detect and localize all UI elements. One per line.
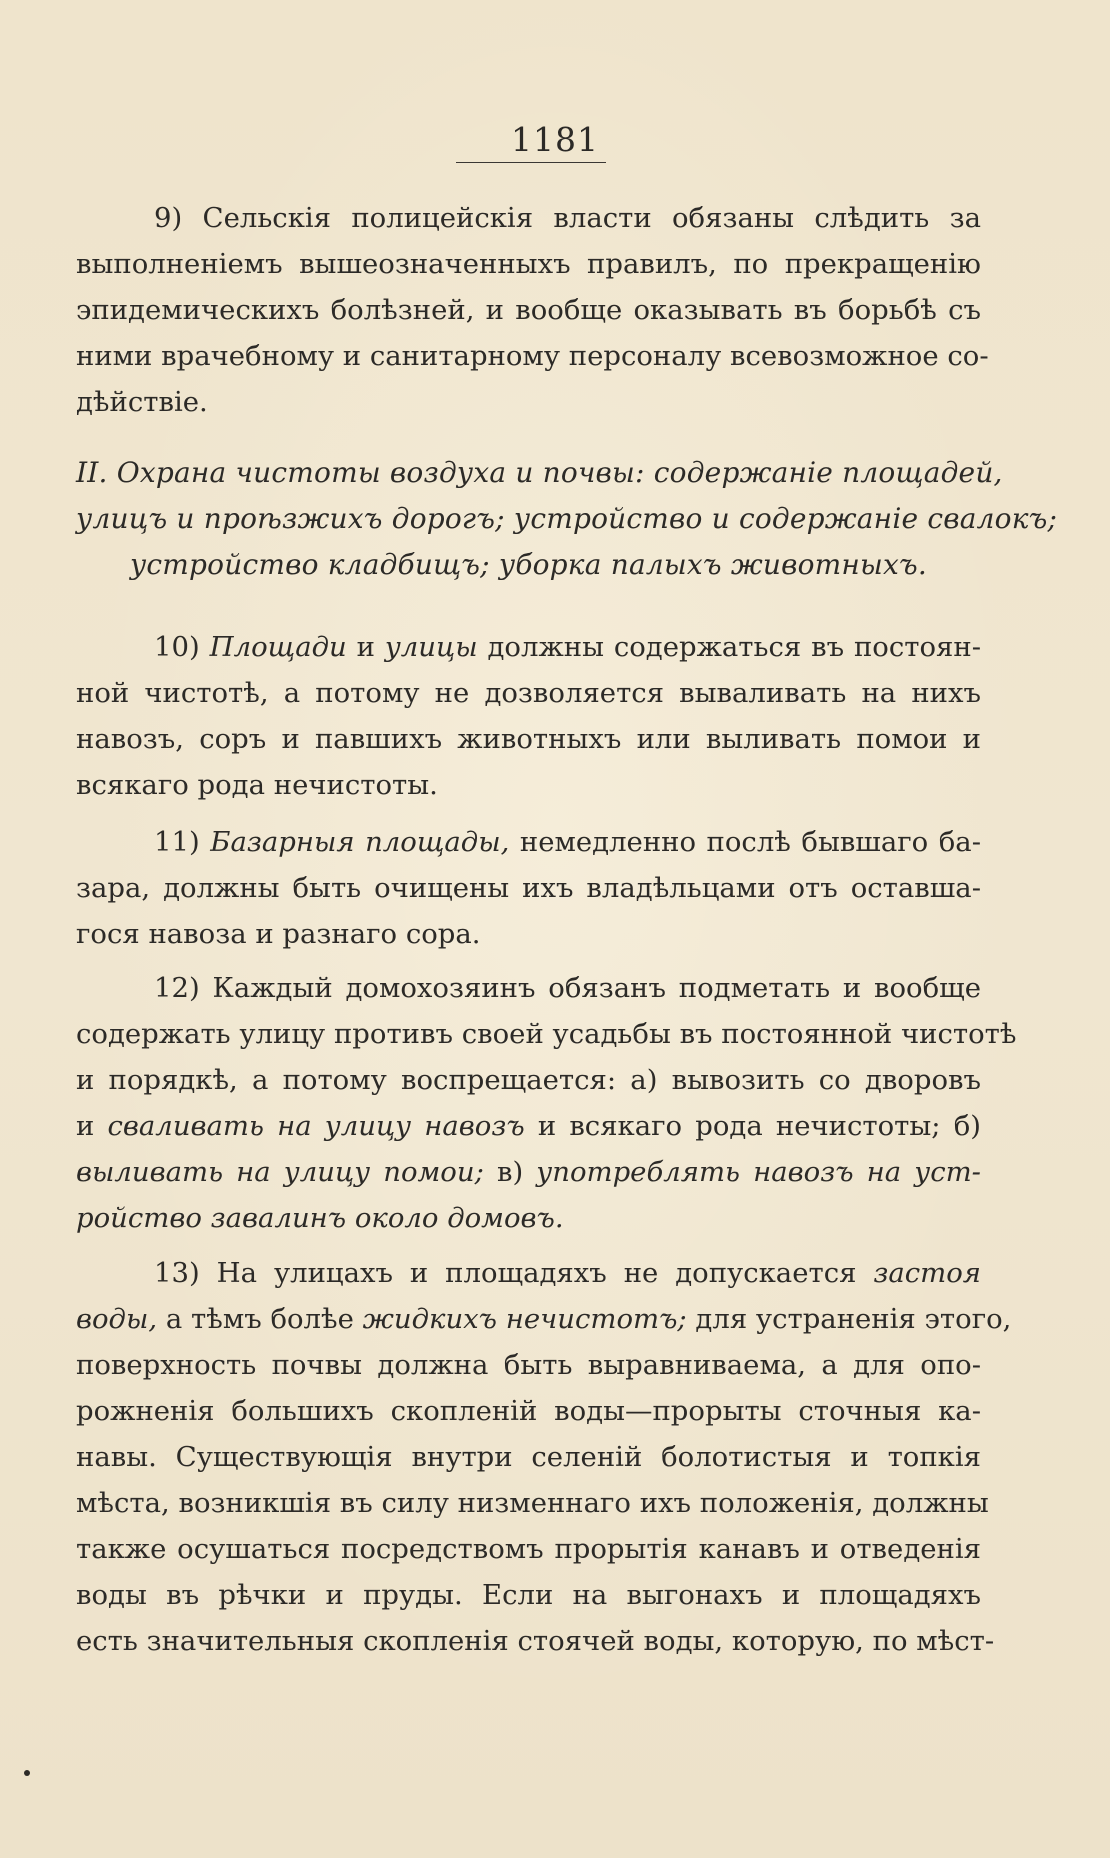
heading-line: II. Охрана чистоты воздуха и почвы: содержаніе площадей, [76, 456, 1003, 489]
heading-line: устройство кладбищъ; уборка палыхъ животныхъ. [129, 548, 928, 581]
paragraph-line [76, 1250, 981, 1296]
paragraph-line: ной чистотѣ, а потому не дозволяется вываливать на нихъ [76, 677, 981, 709]
paragraph-line: дѣйствіе. [76, 386, 208, 418]
paragraph-line: эпидемическихъ болѣзней, и вообще оказывать въ борьбѣ съ [76, 294, 981, 326]
paragraph-line: 9) Сельскія полицейскія власти обязаны слѣдить за [154, 202, 981, 234]
paragraph-line: поверхность почвы должна быть выравниваема, а для опо- [76, 1349, 981, 1381]
paragraph-line [76, 1296, 1012, 1342]
paragraph-number: 10) [154, 631, 200, 663]
paragraph-line: ними врачебному и санитарному персоналу всевозможное со- [76, 340, 989, 372]
paragraph-line: навозъ, соръ и павшихъ животныхъ или выливать помои и [76, 723, 981, 755]
paragraph-line: воды въ рѣчки и пруды. Если на выгонахъ и площадяхъ [76, 1579, 981, 1611]
text-run: а тѣмъ болѣе [157, 1303, 363, 1335]
page-number: 1181 [511, 120, 599, 159]
heading-line: улицъ и проѣзжихъ дорогъ; устройство и содержаніе свалокъ; [76, 502, 1058, 535]
paragraph-line [76, 1103, 981, 1149]
paragraph-line: мѣста, возникшія въ силу низменнаго ихъ положенія, должны [76, 1487, 989, 1519]
paragraph-12 [76, 965, 1017, 1241]
paragraph-line: содержать улицу противъ своей усадьбы въ постоянной чистотѣ [76, 1018, 1017, 1050]
paragraph-line: выполненіемъ вышеозначенныхъ правилъ, по прекращенію [76, 248, 981, 280]
text-run: немедленно послѣ бывшаго ба- [509, 826, 981, 858]
paragraph-line: 12) Каждый домохозяинъ обязанъ подметать и вообще [154, 972, 981, 1004]
paragraph-9 [76, 195, 989, 425]
paragraph-line: рожненія большихъ скопленій воды—прорыты сточныя ка- [76, 1395, 981, 1427]
ink-speck [24, 1770, 30, 1776]
text-run: и [76, 1110, 108, 1142]
paragraph-11 [76, 819, 981, 957]
text-run: и всякаго рода нечистоты; б) [524, 1110, 981, 1142]
paragraph-line [76, 624, 981, 670]
emphasis-text: жидкихъ нечистотъ; [362, 1303, 687, 1335]
paragraph-number: 11) [154, 826, 200, 858]
paragraph-10 [76, 624, 981, 808]
paragraph-line: всякаго рода нечистоты. [76, 769, 438, 801]
emphasis-text: ройство завалинъ около домовъ. [76, 1202, 564, 1234]
section-heading [76, 450, 1058, 588]
text-run: для устраненія этого, [686, 1303, 1012, 1335]
emphasis-text: Базарныя площады, [210, 826, 510, 858]
text-run: в) [483, 1156, 537, 1188]
emphasis-text: выливать на улицу помои; [76, 1156, 484, 1188]
paragraph-line: навы. Существующія внутри селеній болотистыя и топкія [76, 1441, 981, 1473]
text-run: должны содержаться въ постоян- [477, 631, 982, 663]
paragraph-line: также осушаться посредствомъ прорытія канавъ и отведенія [76, 1533, 981, 1565]
paragraph-line: гося навоза и разнаго сора. [76, 918, 481, 950]
emphasis-text: употреблять навозъ на уст- [536, 1156, 981, 1188]
text-run: 13) На улицахъ и площадяхъ не допускается [154, 1257, 874, 1289]
page-number-rule [456, 162, 606, 163]
emphasis-text: воды, [76, 1303, 158, 1335]
paragraph-13 [76, 1250, 1012, 1664]
emphasis-text: свалuвать на улицу навозъ [107, 1110, 525, 1142]
paragraph-line [76, 819, 981, 865]
paragraph-line: и порядкѣ, а потому воспрещается: а) вывозить со дворовъ [76, 1064, 981, 1096]
emphasis-text: Площади [209, 631, 347, 663]
text-run: и [346, 631, 385, 663]
paragraph-line [76, 1195, 981, 1241]
paragraph-line [76, 1149, 981, 1195]
paragraph-line: есть значительныя скопленія стоячей воды, которую, по мѣст- [76, 1625, 995, 1657]
paragraph-line: зара, должны быть очищены ихъ владѣльцами отъ оставша- [76, 872, 981, 904]
emphasis-text: застоя [873, 1257, 981, 1289]
emphasis-text: улицы [384, 631, 478, 663]
